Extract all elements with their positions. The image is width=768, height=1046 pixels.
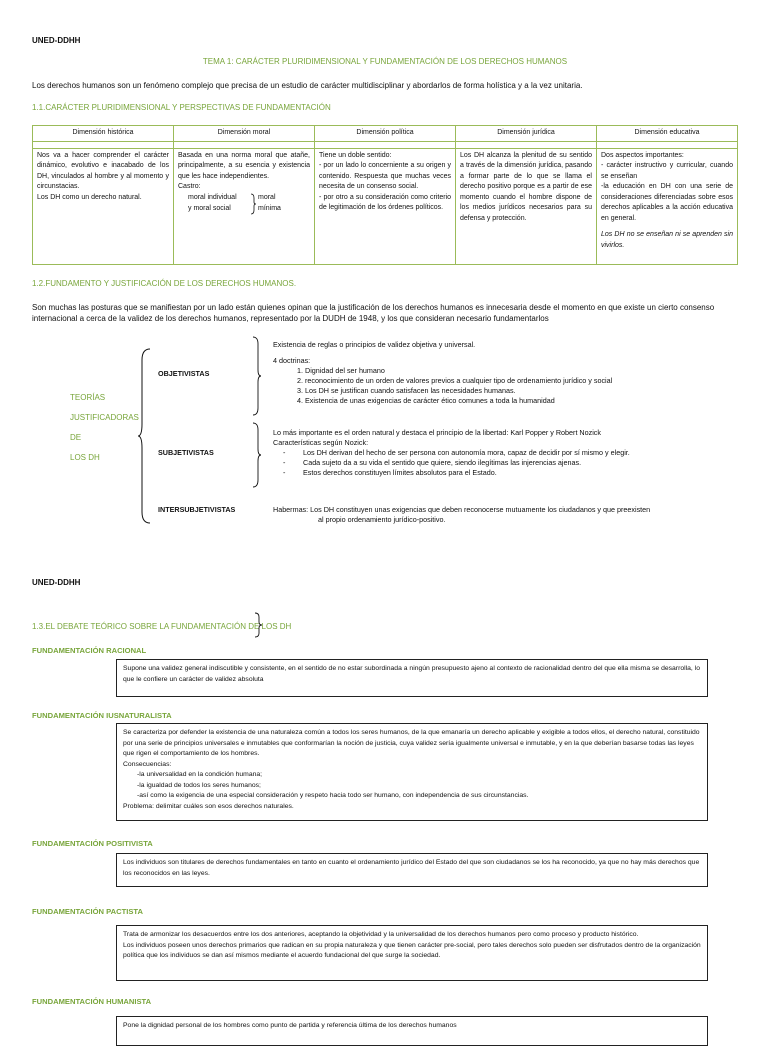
subjetivistas-label: SUBJETIVISTAS [158, 448, 214, 457]
col-header-juridica: Dimensión jurídica [456, 126, 597, 142]
subjetivistas-content [273, 428, 743, 478]
racional-text: Supone una validez general indiscutible y consistente, en el sentido de no estar subordinada a ningún presupuesto ajeno al contexto de racionalidad dentro del que ella misma se desarrolla, lo que le confiere un carácter de validez absoluta [123, 665, 700, 683]
list-item: - Cada sujeto da a su vida el sentido que quiere, siendo ilegítimas las injerencias ajenas. [303, 458, 743, 468]
consecuencia-item: -la universalidad en la condición humana; [137, 771, 263, 778]
subjetivistas-line2: Características según Nozick: [273, 438, 369, 447]
moral-individual-label: moral individual [188, 193, 237, 201]
iusnaturalista-box [116, 723, 708, 821]
intro-paragraph: Los derechos humanos son un fenómeno complejo que precisa de un estudio de carácter multidisciplinar y abordarlos de forma holística y a la vez unitaria. [32, 81, 583, 90]
page-header: UNED-DDHH [32, 578, 81, 587]
document-title: TEMA 1: CARÁCTER PLURIDIMENSIONAL Y FUNDAMENTACIÓN DE LOS DERECHOS HUMANOS [202, 57, 568, 66]
list-item: 3. Los DH se justifican cuando satisfacen las necesidades humanas. [305, 386, 743, 396]
cell-moral [174, 148, 315, 264]
pactista-heading: FUNDAMENTACIÓN PACTISTA [32, 907, 143, 916]
moral-castro-diagram [178, 193, 310, 217]
col-header-educativa: Dimensión educativa [597, 126, 738, 142]
cell-text: Los DH no se enseñan ni se aprenden sin vivirlos. [601, 231, 733, 249]
humanista-heading: FUNDAMENTACIÓN HUMANISTA [32, 997, 152, 1006]
cell-juridica [456, 148, 597, 264]
positivista-text: Los individuos son titulares de derechos fundamentales en tanto en cuanto el ordenamiento jurídico del Estado del que son ciudadanos se los ha reconocido, ya que no hay más derechos que los reconocidos en las leyes. [123, 859, 700, 877]
decorative-brace-icon [254, 612, 264, 638]
doctrines-list [273, 366, 743, 406]
section-1-2-paragraph: Son muchas las posturas que se manifiestan por un lado están quienes opinan que la justificación de los derechos humanos es innecesaria desde el momento en que existe un cierto consenso internacional a cerca de la validez de los derechos humanos, representado por la DUDH de 1948, y los que consideran necesario fundamentarlos [32, 303, 715, 323]
cell-text: - carácter instructivo y curricular, cuando se enseñan [601, 162, 733, 180]
table-row [33, 148, 738, 264]
objetivistas-line1: Existencia de reglas o principios de validez objetiva y universal. [273, 340, 476, 349]
humanista-text: Pone la dignidad personal de los hombres como punto de partida y referencia última de los derechos humanos [123, 1022, 457, 1029]
list-item: 2. reconocimiento de un orden de valores previos a cualquier tipo de ordenamiento jurídico y social [305, 376, 743, 386]
consecuencia-item: -así como la exigencia de una especial consideración y respeto hacia todo ser humano, con independencia de sus circunstancias. [137, 792, 529, 799]
dimensions-table [32, 125, 738, 265]
problema-text: Problema: delimitar cuáles son esos derechos naturales. [123, 802, 294, 810]
col-header-moral: Dimensión moral [174, 126, 315, 142]
cell-text: Los DH como un derecho natural. [37, 193, 142, 201]
iusnaturalista-text: Se caracteriza por defender la existencia de una naturaleza común a todos los seres humanos, de la que emanaría un derecho aplicable y exigible a todos ellos, el derecho natural, constituido por una serie de principios universales e inmutables que conformarían la noción de justicia, cuya validez sería igualmente universal e inmutable, y en la que deberían basarse todas las leyes que rigen el comportamiento de los hombres. [123, 729, 700, 757]
cell-text: Castro: [178, 183, 201, 190]
cell-historica [33, 148, 174, 264]
section-heading-1-2: 1.2.FUNDAMENTO Y JUSTIFICACIÓN DE LOS DERECHOS HUMANOS. [32, 279, 297, 288]
pactista-text2: Los individuos poseen unos derechos primarios que radican en su propia naturaleza y que tienen carácter pre-social, pero tales derechos solo pueden ser disfrutados dentro de la organización política que los individuos se dan así mismos mediante el acuerdo fundacional del que surge la sociedad. [123, 941, 701, 959]
minima-label: mínima [258, 204, 281, 212]
theories-word: TEORÍAS [70, 393, 106, 402]
objetivistas-label: OBJETIVISTAS [158, 369, 210, 378]
intersubjetivistas-label: INTERSUBJETIVISTAS [158, 505, 236, 514]
list-item: - Estos derechos constituyen límites absolutos para el Estado. [303, 468, 743, 478]
cell-text: - por otro a su consideración como criterio de legitimación de los órdenes políticos. [319, 193, 451, 211]
objetivistas-content [273, 340, 743, 406]
section-heading-1-1: 1.1.CARÁCTER PLURIDIMENSIONAL Y PERSPECTIVAS DE FUNDAMENTACIÓN [32, 103, 331, 112]
table-header-row [33, 126, 738, 142]
subjetivistas-brace-icon [252, 422, 262, 488]
moral-label: moral [258, 193, 276, 201]
cell-educativa [597, 148, 738, 264]
cell-text: Nos va a hacer comprender el carácter dinámico, evolutivo e inacabado de los DH, vinculados al hombre y al momento y circunstacias. [37, 151, 169, 190]
cell-text: - por un lado lo concerniente a su origen y contenido. Respuesta que muchas veces necesita de un consenso social. [319, 162, 451, 190]
theories-word: LOS DH [70, 453, 100, 462]
list-item: - Los DH derivan del hecho de ser persona con autonomía mora, capaz de decidir por sí mismo y elegir. [303, 448, 743, 458]
cell-politica [315, 148, 456, 264]
moral-social-label: y moral social [188, 204, 231, 212]
racional-box [116, 659, 708, 697]
cell-text: Los DH alcanza la plenitud de su sentido a través de la dimensión jurídica, pasando a formar parte de lo que se llama el derecho positivo porque es a partir de ese momento cuando el hombre dispone de los medios jurídicos necesarios para su defensa y protección. [460, 151, 592, 222]
col-header-politica: Dimensión política [315, 126, 456, 142]
cell-text: Dos aspectos importantes: [601, 151, 684, 159]
section-heading-1-3: 1.3.EL DEBATE TEÓRICO SOBRE LA FUNDAMENTACIÓN DE LOS DH [32, 622, 292, 631]
subjetivistas-line1: Lo más importante es el orden natural y destaca el principio de la libertad: Karl Popper y Robert Nozick [273, 428, 601, 437]
page-header: UNED-DDHH [32, 36, 81, 45]
theories-word: JUSTIFICADORAS [70, 413, 139, 422]
cell-text: Basada en una norma moral que atañe, principalmente, a su esencia y existencia que les hace independientes. [178, 151, 310, 180]
intersubjetivistas-line2: al propio ordenamiento jurídico-positivo. [318, 515, 446, 524]
theories-label [70, 388, 139, 468]
brace-icon [250, 193, 256, 215]
humanista-box [116, 1016, 708, 1046]
cell-text: Tiene un doble sentido: [319, 151, 392, 159]
iusnaturalista-heading: FUNDAMENTACIÓN IUSNATURALISTA [32, 711, 172, 720]
positivista-box [116, 853, 708, 887]
positivista-heading: FUNDAMENTACIÓN POSITIVISTA [32, 839, 153, 848]
list-item: 1. Dignidad del ser humano [305, 366, 743, 376]
list-item: 4. Existencia de unas exigencias de carácter ético comunes a toda la humanidad [305, 396, 743, 406]
pactista-text1: Trata de armonizar los desacuerdos entre los dos anteriores, aceptando la objetividad y la universalidad de los derechos humanos pero como proceso y producto histórico. [123, 931, 639, 938]
pactista-box [116, 925, 708, 981]
main-brace-icon [138, 348, 152, 524]
intersubjetivistas-line1: Habermas: Los DH constituyen unas exigencias que deben reconocerse mutuamente los ciudadanos y que preexisten [273, 505, 651, 514]
nozick-list [273, 448, 743, 478]
col-header-historica: Dimensión histórica [33, 126, 174, 142]
cell-text: -la educación en DH con una serie de consideraciones diferenciadas sobre esos derechos aplicables a la acción educativa en general. [601, 183, 733, 222]
objetivistas-line2: 4 doctrinas: [273, 356, 311, 365]
consecuencia-item: -la igualdad de todos los seres humanos; [137, 781, 261, 789]
objetivistas-brace-icon [252, 336, 262, 416]
intersubjetivistas-content [273, 505, 743, 525]
theories-word: DE [70, 433, 82, 442]
racional-heading: FUNDAMENTACIÓN RACIONAL [32, 646, 147, 655]
consecuencias-label: Consecuencias: [123, 760, 172, 768]
